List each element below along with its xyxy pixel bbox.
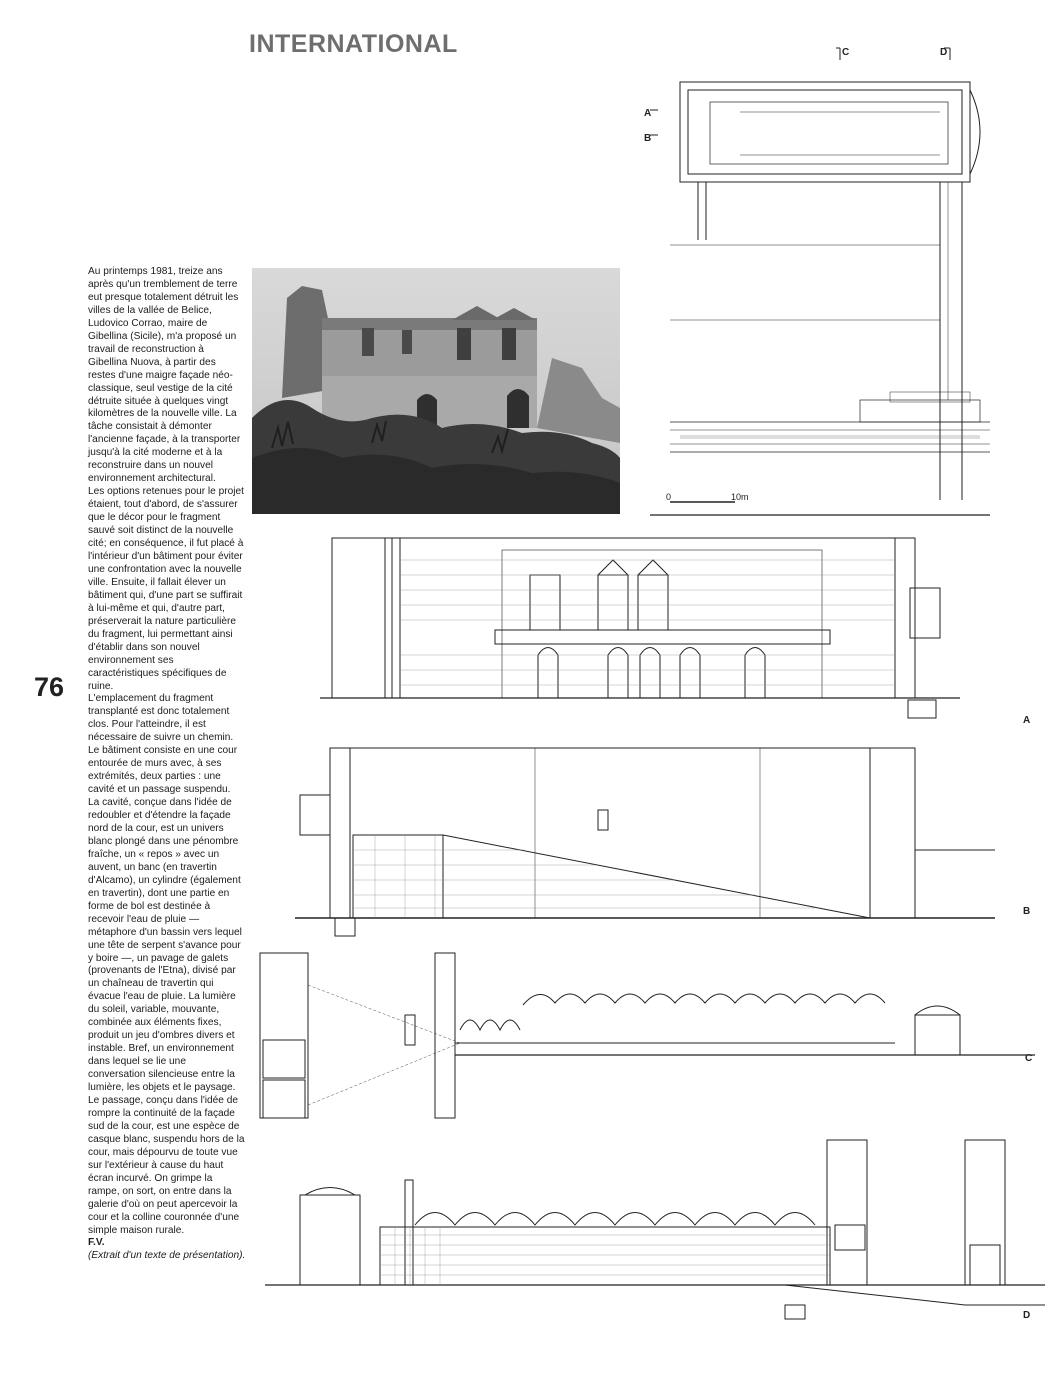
ruin-photograph bbox=[252, 268, 620, 514]
plan-marker-a: A bbox=[644, 108, 652, 119]
section-b-label: B bbox=[1023, 906, 1031, 917]
scale-end: 10m bbox=[731, 492, 749, 502]
source-note: (Extrait d'un texte de présentation). bbox=[88, 1250, 246, 1262]
plan-marker-d: D bbox=[940, 47, 948, 58]
paragraph-1: Au printemps 1981, treize ans après qu'un tremblement de terre eut presque totalement détruit les villes de la vallée de Belice, Ludovico Corrao, maire de Gibellina (Sicile), m'a proposé un travail de reconstruction à Gibellina Nuova, à partir des restes d'une maigre façade néo-classique, seul vestige de la cité détruite située à quelques vingt kilomètres de la nouvelle ville. La tâche consistait à démonter l'ancienne façade, à la transporter jusqu'à la cité moderne et à la reconstruire dans un nouvel environnement architectural. bbox=[88, 266, 241, 485]
section-b-drawing bbox=[295, 740, 1031, 940]
section-d-drawing bbox=[265, 1135, 1045, 1355]
paragraph-4: Le bâtiment consiste en une cour entourée de murs avec, à ses extrémités, deux parties : une cavité et un passage suspendu. bbox=[88, 745, 238, 796]
section-c-label: C bbox=[1025, 1053, 1033, 1064]
section-a-drawing bbox=[320, 530, 1031, 726]
section-c-drawing bbox=[255, 945, 1035, 1125]
scale-start: 0 bbox=[666, 492, 672, 502]
page-number: 76 bbox=[34, 672, 65, 702]
section-title: INTERNATIONAL bbox=[249, 30, 458, 58]
section-d-label: D bbox=[1023, 1310, 1031, 1321]
plan-marker-c: C bbox=[842, 47, 850, 58]
article-text bbox=[88, 266, 246, 1263]
paragraph-6: Le passage, conçu dans l'idée de rompre la continuité de la façade sud de la cour, est une espèce de casque blanc, suspendu hors de la cour, mais dépourvu de toute vue sur l'extérieur à cause du haut écran incurvé. On grimpe la rampe, on sort, on entre dans la galerie d'où on peut apercevoir la cour et la colline couronnée d'une simple maison rurale. bbox=[88, 1095, 245, 1236]
section-a-label: A bbox=[1023, 715, 1031, 726]
signature: F.V. bbox=[88, 1237, 105, 1249]
paragraph-5: La cavité, conçue dans l'idée de redoubler et d'étendre la façade nord de la cour, est un univers blanc plongé dans une pénombre fraîche, un « repos » avec un auvent, un banc (en travertin d'Alcamo), un cylindre (également en travertin), dont une partie en forme de bol est destinée à recevoir l'eau de pluie — métaphore d'un bassin vers lequel une tête de serpent s'avance pour y boire —, un pavage de galets (provenants de l'Etna), divisé par un chaîneau de travertin qui évacue l'eau de pluie. La lumière du soleil, variable, mouvante, combinée aux éléments fixes, produit un jeu d'ombres divers et instable. Bref, un environnement dans lequel se lie une conversation silencieuse entre la lumière, les objets et le paysage. bbox=[88, 797, 242, 1094]
site-plan-drawing bbox=[640, 40, 1010, 520]
paragraph-2: Les options retenues pour le projet étaient, tout d'abord, de s'assurer que le décor pour le fragment sauvé soit distinct de la nouvelle cité; en conséquence, il fut placé à l'intérieur d'un bâtiment pour éviter une confrontation avec la nouvelle ville. Ensuite, il fallait élever un bâtiment qui, d'une part se suffirait à lui-même et qui, d'autre part, préserverait la nature particulière du fragment, lui permettant ainsi d'établir dans son nouvel environnement ses caractéristiques spécifiques de ruine. bbox=[88, 486, 244, 692]
plan-marker-b: B bbox=[644, 133, 652, 144]
paragraph-3: L'emplacement du fragment transplanté est donc totalement clos. Pour l'atteindre, il est nécessaire de suivre un chemin. bbox=[88, 693, 234, 744]
